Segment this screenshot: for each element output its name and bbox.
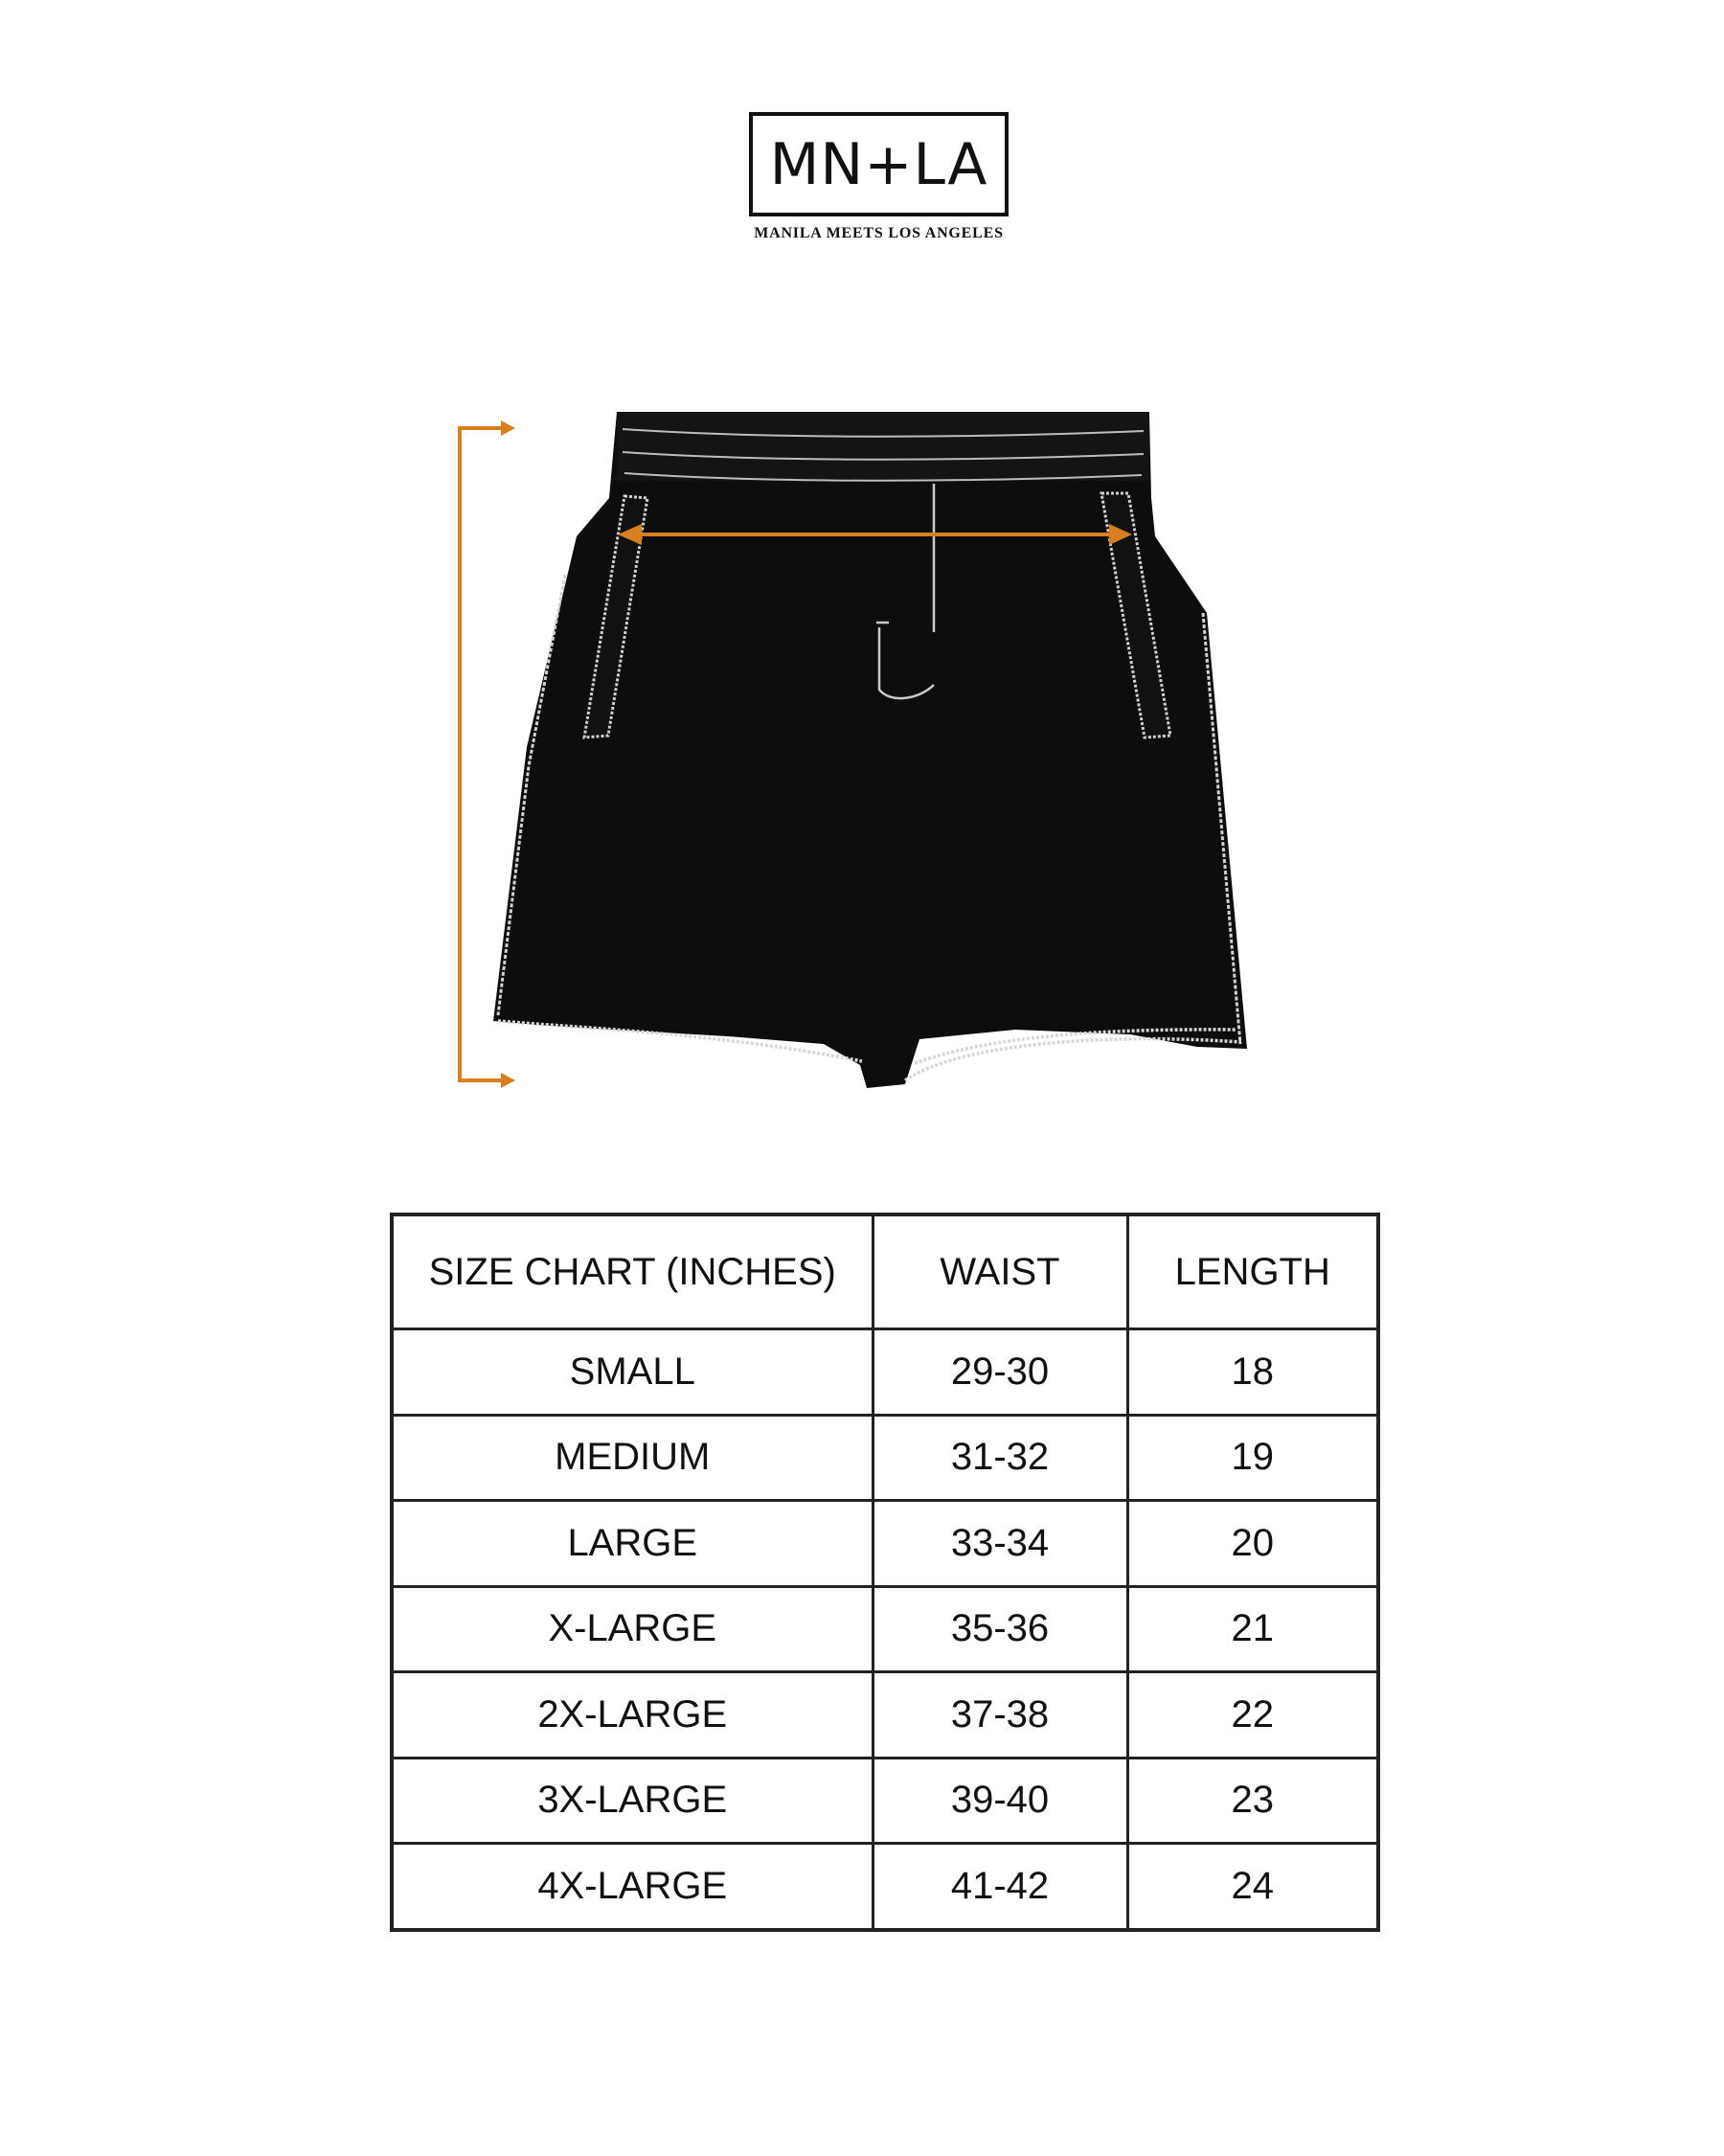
table-row: [392, 1844, 1378, 1931]
waist-cell: 33-34: [873, 1501, 1127, 1587]
waist-cell: 35-36: [873, 1586, 1127, 1672]
table-row: [392, 1586, 1378, 1672]
length-cell: 20: [1127, 1501, 1378, 1587]
length-cell: 21: [1127, 1586, 1378, 1672]
waist-cell: 29-30: [873, 1329, 1127, 1416]
size-cell: LARGE: [392, 1501, 873, 1587]
table-row: [392, 1329, 1378, 1416]
length-cell: 19: [1127, 1415, 1378, 1501]
waist-cell: 41-42: [873, 1844, 1127, 1931]
size-chart-table: [390, 1213, 1380, 1932]
brand-tagline: MANILA MEETS LOS ANGELES: [754, 225, 1004, 241]
table-row: [392, 1672, 1378, 1759]
size-cell: 2X-LARGE: [392, 1672, 873, 1759]
table-row: [392, 1501, 1378, 1587]
size-cell: 3X-LARGE: [392, 1758, 873, 1844]
length-cell: 22: [1127, 1672, 1378, 1759]
size-cell: 4X-LARGE: [392, 1844, 873, 1931]
header-waist: WAIST: [873, 1214, 1127, 1329]
table-row: [392, 1415, 1378, 1501]
waist-cell: 39-40: [873, 1758, 1127, 1844]
size-chart-header-row: [392, 1214, 1378, 1329]
length-cell: 23: [1127, 1758, 1378, 1844]
size-cell: MEDIUM: [392, 1415, 873, 1501]
size-cell: X-LARGE: [392, 1586, 873, 1672]
logo-text: MN+LA: [769, 130, 988, 198]
size-cell: SMALL: [392, 1329, 873, 1416]
header-size: SIZE CHART (INCHES): [392, 1214, 873, 1329]
length-cell: 24: [1127, 1844, 1378, 1931]
waist-cell: 31-32: [873, 1415, 1127, 1501]
header-length: LENGTH: [1127, 1214, 1378, 1329]
waist-cell: 37-38: [873, 1672, 1127, 1759]
length-cell: 18: [1127, 1329, 1378, 1416]
waistband: [617, 412, 1149, 481]
shorts-body: [493, 412, 1247, 1088]
table-row: [392, 1758, 1378, 1844]
